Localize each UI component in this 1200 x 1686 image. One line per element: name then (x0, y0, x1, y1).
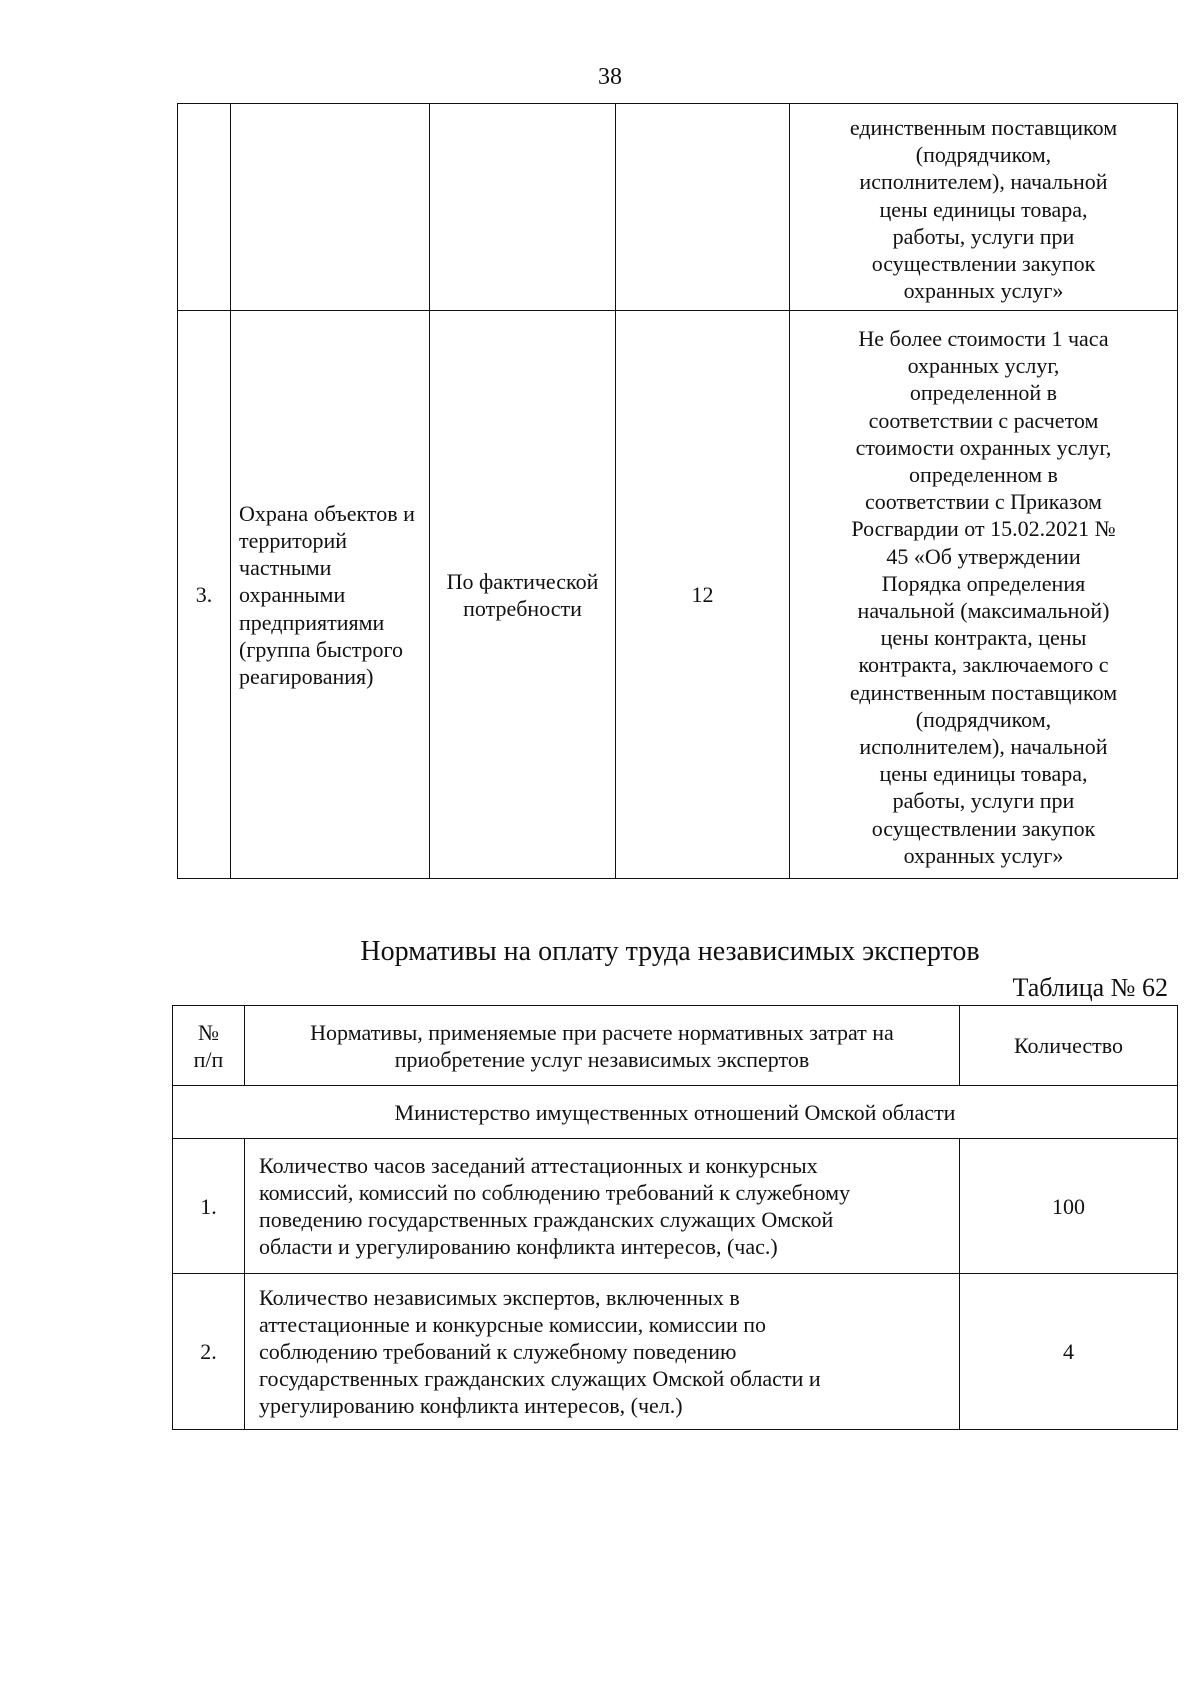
table-header-row (173, 1006, 1178, 1086)
price-line: цены контракта, цены (880, 625, 1087, 651)
header-line: п/п (193, 1046, 224, 1072)
name-line: частными (239, 555, 332, 581)
expert-norms-table (172, 1005, 1178, 1430)
quantity-cell: 100 (960, 1139, 1178, 1274)
name-line: охранными (239, 582, 346, 608)
normative-cell (430, 311, 616, 879)
normative-text-cell (245, 1274, 960, 1430)
table-row (178, 311, 1178, 879)
table-label: Таблица № 62 (1012, 973, 1168, 1002)
price-line: цены единицы товара, (879, 761, 1088, 787)
service-name-cell (231, 104, 430, 311)
price-line: (подрядчиком, (915, 706, 1052, 732)
price-line: Росгвардии от 15.02.2021 № (851, 516, 1116, 542)
quantity-cell (616, 104, 790, 311)
service-name-cell (231, 311, 430, 879)
row-number-cell (178, 104, 231, 311)
name-line: реагирования) (239, 663, 374, 689)
price-line: Порядка определения (881, 570, 1086, 596)
normative-text-cell (245, 1139, 960, 1274)
price-line: охранных услуг, (907, 353, 1060, 379)
name-line: (группа быстрого (239, 636, 403, 662)
normative-line: По фактической (446, 568, 599, 594)
section-title: Нормативы на оплату труда независимых экспертов (360, 936, 980, 967)
price-line: соответствии с Приказом (865, 489, 1102, 515)
name-line: территорий (239, 527, 348, 553)
price-line: начальной (максимальной) (857, 597, 1110, 623)
group-title-cell: Министерство имущественных отношений Омской области (173, 1086, 1178, 1139)
header-number-cell (173, 1006, 245, 1086)
normative-cell (430, 104, 616, 311)
text-line: аттестационные и конкурсные комиссии, комиссии по (259, 1312, 766, 1337)
price-line: работы, услуги при (892, 223, 1075, 249)
table-row (178, 104, 1178, 311)
header-quantity-cell: Количество (960, 1006, 1178, 1086)
text-line: комиссий, комиссий по соблюдению требований к служебному (259, 1180, 851, 1205)
header-line: приобретение услуг независимых экспертов (394, 1046, 810, 1072)
page-number: 38 (598, 64, 622, 90)
price-line: 45 «Об утверждении (886, 543, 1081, 569)
price-line: определенном в (909, 461, 1058, 487)
header-normative-cell (245, 1006, 960, 1086)
text-line: поведению государственных гражданских служащих Омской (259, 1207, 834, 1232)
header-line: № (198, 1019, 219, 1045)
price-line: определенной в (909, 380, 1058, 406)
row-number-cell: 1. (173, 1139, 245, 1274)
price-line: Не более стоимости 1 часа (858, 325, 1109, 351)
group-row (173, 1086, 1178, 1139)
price-line: охранных услуг» (903, 278, 1064, 304)
text-line: государственных гражданских служащих Омской области и (259, 1366, 821, 1391)
price-line: исполнителем), начальной (859, 169, 1108, 195)
name-line: Охрана объектов и (239, 500, 415, 526)
row-number-cell: 2. (173, 1274, 245, 1430)
normative-line: потребности (463, 595, 582, 621)
text-line: Количество независимых экспертов, включенных в (259, 1285, 740, 1310)
price-line: единственным поставщиком (849, 115, 1118, 140)
price-line: цены единицы товара, (879, 196, 1088, 222)
row-number-cell: 3. (178, 311, 231, 879)
header-line: Нормативы, применяемые при расчете нормативных затрат на (310, 1019, 894, 1045)
text-line: области и урегулированию конфликта интересов, (час.) (259, 1234, 778, 1259)
price-cell (790, 311, 1178, 879)
table-row (173, 1274, 1178, 1430)
text-line: Количество часов заседаний аттестационных и конкурсных (259, 1153, 818, 1178)
quantity-cell: 4 (960, 1274, 1178, 1430)
price-line: осуществлении закупок (871, 815, 1096, 841)
text-line: урегулированию конфликта интересов, (чел.) (259, 1393, 683, 1418)
price-line: (подрядчиком, (915, 142, 1052, 168)
price-line: соответствии с расчетом (868, 407, 1099, 433)
price-line: стоимости охранных услуг, (855, 434, 1112, 460)
price-cell (790, 104, 1178, 311)
price-line: осуществлении закупок (871, 251, 1096, 277)
table-row (173, 1139, 1178, 1274)
name-line: предприятиями (239, 609, 385, 635)
price-line: исполнителем), начальной (859, 733, 1108, 759)
security-services-table (177, 103, 1178, 879)
price-line: единственным поставщиком (849, 679, 1118, 705)
price-line: контракта, заключаемого с (858, 652, 1109, 678)
text-line: соблюдению требований к служебному поведению (259, 1339, 737, 1364)
price-line: работы, услуги при (892, 788, 1075, 814)
quantity-cell: 12 (616, 311, 790, 879)
price-line: охранных услуг» (903, 842, 1064, 868)
